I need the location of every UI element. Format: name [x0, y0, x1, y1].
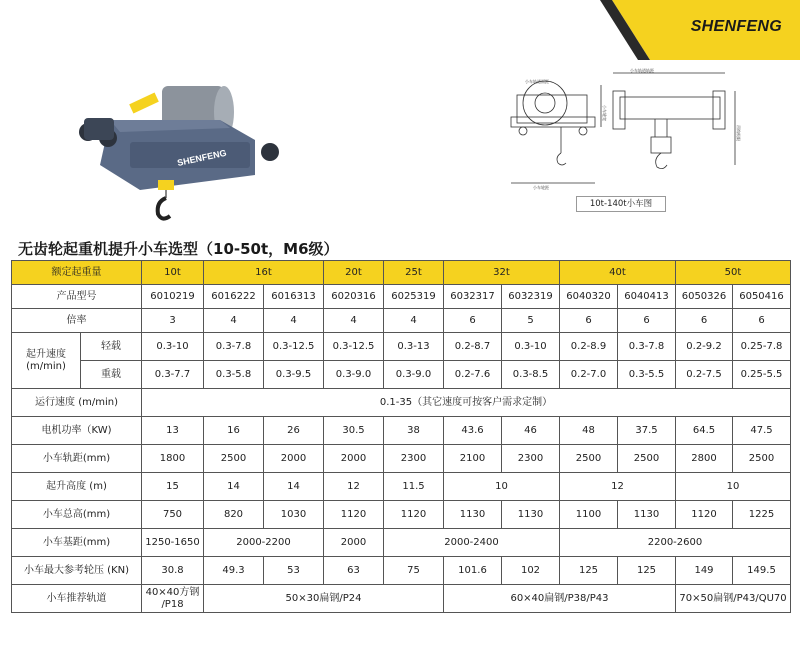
table-cell: 0.2-7.5 — [676, 361, 733, 389]
table-cell: 64.5 — [676, 417, 733, 445]
table-cell: 0.25-5.5 — [733, 361, 791, 389]
drawing-label-hook-limit: 吊钩极限 — [736, 125, 741, 141]
table-cell: 0.3-5.8 — [204, 361, 264, 389]
table-cell: 0.3-7.7 — [142, 361, 204, 389]
table-cell: 49.3 — [204, 557, 264, 585]
table-cell: 0.3-13 — [384, 333, 444, 361]
table-cell: 1130 — [444, 501, 502, 529]
table-cell: 60×40扁钢/P38/P43 — [444, 585, 676, 613]
table-cell: 40×40方钢 /P18 — [142, 585, 204, 613]
table-cell: 6 — [676, 309, 733, 333]
table-cell: 6020316 — [324, 285, 384, 309]
table-cell: 2300 — [384, 445, 444, 473]
table-cell: 6032319 — [502, 285, 560, 309]
table-cell: 0.3-12.5 — [324, 333, 384, 361]
table-cell: 125 — [618, 557, 676, 585]
table-row — [12, 501, 791, 529]
row-label: 起升高度 (m) — [12, 473, 142, 501]
table-row — [12, 473, 791, 501]
row-label: 倍率 — [12, 309, 142, 333]
table-cell: 6050416 — [733, 285, 791, 309]
table-cell: 149 — [676, 557, 733, 585]
brand-logo: SHENFENG — [690, 18, 782, 35]
table-cell: 101.6 — [444, 557, 502, 585]
table-cell: 3 — [142, 309, 204, 333]
table-cell: 1120 — [384, 501, 444, 529]
table-cell: 11.5 — [384, 473, 444, 501]
table-cell: 50×30扁钢/P24 — [204, 585, 444, 613]
table-cell: 0.2-8.9 — [560, 333, 618, 361]
table-cell: 2500 — [560, 445, 618, 473]
table-cell: 4 — [384, 309, 444, 333]
table-cell: 1225 — [733, 501, 791, 529]
technical-drawing — [505, 65, 755, 195]
table-cell: 5 — [502, 309, 560, 333]
table-cell: 0.3-5.5 — [618, 361, 676, 389]
brand-corner-shape — [0, 0, 800, 60]
table-cell: 2500 — [733, 445, 791, 473]
table-cell: 43.6 — [444, 417, 502, 445]
table-cell: 30.8 — [142, 557, 204, 585]
table-cell: 6 — [618, 309, 676, 333]
row-label: 电机功率（KW) — [12, 417, 142, 445]
hoist-brand-label: SHENFENG — [176, 147, 228, 168]
table-row — [12, 389, 791, 417]
table-cell: 1120 — [676, 501, 733, 529]
table-cell: 14 — [264, 473, 324, 501]
table-cell: 2500 — [204, 445, 264, 473]
table-cell: 75 — [384, 557, 444, 585]
table-cell: 1130 — [502, 501, 560, 529]
table-cell: 6040320 — [560, 285, 618, 309]
drawing-label-rail-surface: 小车轨道面距 — [525, 79, 549, 84]
row-sublabel: 轻载 — [81, 333, 142, 361]
table-row — [12, 529, 791, 557]
table-cell: 0.3-10 — [142, 333, 204, 361]
table-cell: 2000-2200 — [204, 529, 324, 557]
table-cell: 6040413 — [618, 285, 676, 309]
drawing-label-wheel-width: 小车轮宽 — [602, 105, 607, 121]
capacity-cell: 20t — [324, 261, 384, 285]
row-label: 小车轨距(mm) — [12, 445, 142, 473]
row-label: 起升速度 (m/min) — [12, 333, 81, 389]
table-cell: 0.3-8.5 — [502, 361, 560, 389]
table-cell: 125 — [560, 557, 618, 585]
table-cell: 70×50扁钢/P43/QU70 — [676, 585, 791, 613]
table-cell: 102 — [502, 557, 560, 585]
table-cell: 2100 — [444, 445, 502, 473]
table-cell: 16 — [204, 417, 264, 445]
table-cell: 6050326 — [676, 285, 733, 309]
drawing-caption: 10t-140t小车图 — [576, 196, 666, 212]
table-cell: 2000 — [324, 445, 384, 473]
table-cell: 6 — [444, 309, 502, 333]
row-label: 小车基距(mm) — [12, 529, 142, 557]
table-cell: 149.5 — [733, 557, 791, 585]
travel-speed-cell: 0.1-35（其它速度可按客户需求定制） — [142, 389, 791, 417]
table-cell: 2000 — [264, 445, 324, 473]
table-cell: 0.3-9.0 — [324, 361, 384, 389]
table-cell: 47.5 — [733, 417, 791, 445]
row-label: 小车总高(mm) — [12, 501, 142, 529]
table-cell: 0.3-7.8 — [618, 333, 676, 361]
table-cell: 2500 — [618, 445, 676, 473]
table-row — [12, 445, 791, 473]
table-cell: 30.5 — [324, 417, 384, 445]
table-cell: 0.2-7.0 — [560, 361, 618, 389]
table-row — [12, 585, 791, 613]
row-label: 小车推荐轨道 — [12, 585, 142, 613]
table-cell: 6 — [733, 309, 791, 333]
table-cell: 1100 — [560, 501, 618, 529]
table-cell: 37.5 — [618, 417, 676, 445]
table-cell: 10 — [444, 473, 560, 501]
capacity-cell: 50t — [676, 261, 791, 285]
table-cell: 6025319 — [384, 285, 444, 309]
table-cell: 2200-2600 — [560, 529, 791, 557]
table-header-row — [12, 261, 791, 285]
capacity-cell: 16t — [204, 261, 324, 285]
hoist-trolley-image — [70, 80, 290, 230]
table-cell: 1250-1650 — [142, 529, 204, 557]
capacity-cell: 40t — [560, 261, 676, 285]
row-label: 运行速度 (m/min) — [12, 389, 142, 417]
table-row — [12, 285, 791, 309]
table-cell: 0.3-9.0 — [384, 361, 444, 389]
table-cell: 1130 — [618, 501, 676, 529]
table-cell: 2800 — [676, 445, 733, 473]
table-row — [12, 333, 791, 361]
table-cell: 6032317 — [444, 285, 502, 309]
drawing-label-wheel-base: 小车轮距 — [533, 185, 549, 190]
table-cell: 48 — [560, 417, 618, 445]
table-cell: 14 — [204, 473, 264, 501]
table-cell: 6 — [560, 309, 618, 333]
table-cell: 1120 — [324, 501, 384, 529]
table-row — [12, 417, 791, 445]
header-label: 额定起重量 — [12, 261, 142, 285]
table-row — [12, 309, 791, 333]
table-cell: 12 — [560, 473, 676, 501]
row-label: 小车最大参考轮压 (KN) — [12, 557, 142, 585]
capacity-cell: 32t — [444, 261, 560, 285]
table-cell: 4 — [264, 309, 324, 333]
row-sublabel: 重载 — [81, 361, 142, 389]
capacity-cell: 25t — [384, 261, 444, 285]
table-cell: 1800 — [142, 445, 204, 473]
table-cell: 63 — [324, 557, 384, 585]
table-cell: 6016313 — [264, 285, 324, 309]
table-cell: 10 — [676, 473, 791, 501]
table-cell: 4 — [324, 309, 384, 333]
table-cell: 0.2-9.2 — [676, 333, 733, 361]
table-cell: 0.3-7.8 — [204, 333, 264, 361]
table-cell: 0.2-7.6 — [444, 361, 502, 389]
table-cell: 46 — [502, 417, 560, 445]
table-row — [12, 557, 791, 585]
row-label: 产品型号 — [12, 285, 142, 309]
table-cell: 0.2-8.7 — [444, 333, 502, 361]
table-cell: 820 — [204, 501, 264, 529]
table-cell: 15 — [142, 473, 204, 501]
table-cell: 26 — [264, 417, 324, 445]
capacity-cell: 10t — [142, 261, 204, 285]
table-row — [12, 361, 791, 389]
table-cell: 2000 — [324, 529, 384, 557]
table-cell: 12 — [324, 473, 384, 501]
table-cell: 38 — [384, 417, 444, 445]
table-cell: 0.3-10 — [502, 333, 560, 361]
page-title: 无齿轮起重机提升小车选型（10-50t，M6级） — [18, 240, 339, 258]
table-cell: 0.25-7.8 — [733, 333, 791, 361]
drawing-label-gauge: 小车轨道轨距 — [630, 68, 654, 73]
table-cell: 6010219 — [142, 285, 204, 309]
table-cell: 6016222 — [204, 285, 264, 309]
table-cell: 2000-2400 — [384, 529, 560, 557]
table-cell: 13 — [142, 417, 204, 445]
table-cell: 750 — [142, 501, 204, 529]
table-cell: 4 — [204, 309, 264, 333]
spec-table — [11, 260, 791, 613]
table-cell: 0.3-9.5 — [264, 361, 324, 389]
table-cell: 1030 — [264, 501, 324, 529]
table-cell: 0.3-12.5 — [264, 333, 324, 361]
table-cell: 53 — [264, 557, 324, 585]
table-cell: 2300 — [502, 445, 560, 473]
